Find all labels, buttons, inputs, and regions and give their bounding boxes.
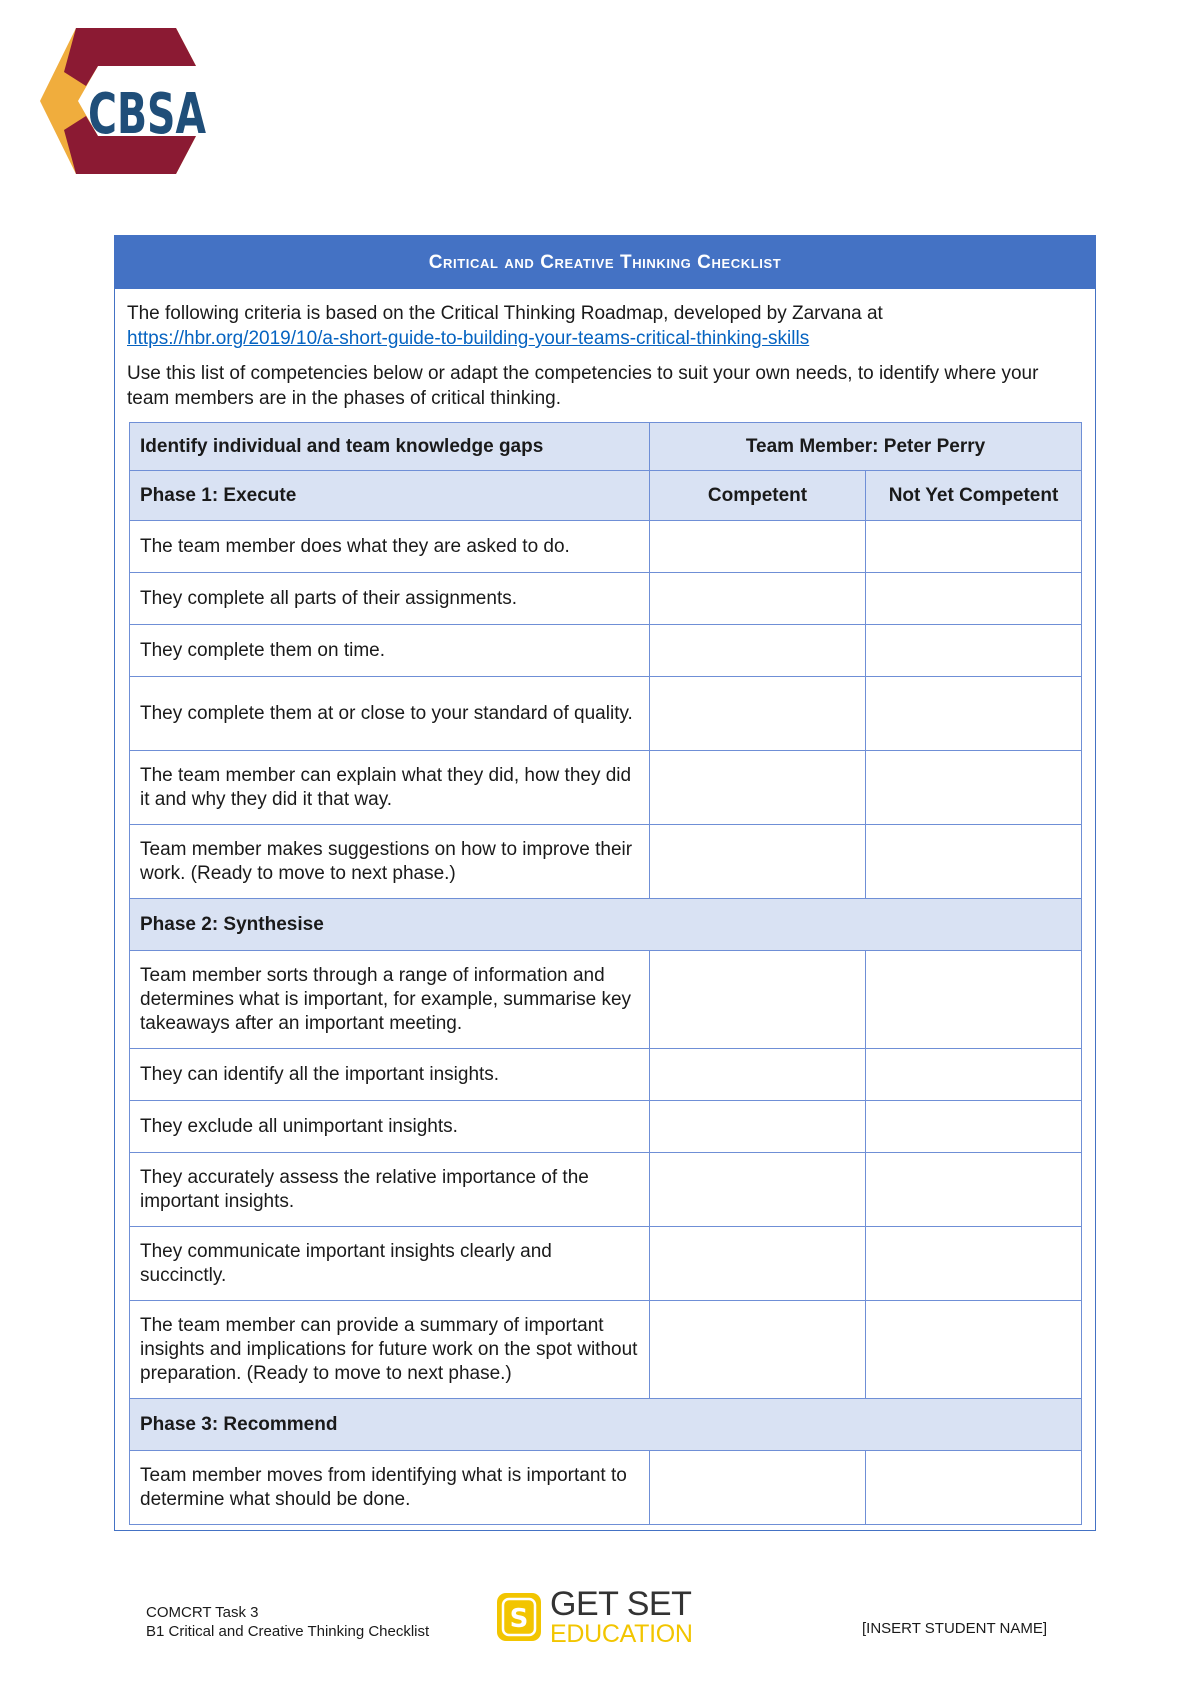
criterion-text: Team member sorts through a range of information and determines what is important, for example, summarise key takeaways after an important meeting. xyxy=(130,951,650,1049)
competent-cell[interactable] xyxy=(650,1049,866,1101)
table-row xyxy=(130,951,1082,1049)
criterion-text: The team member can explain what they did, how they did it and why they did it that way. xyxy=(130,751,650,825)
brand-line-2: EDUCATION xyxy=(550,1620,693,1648)
competent-cell[interactable] xyxy=(650,1153,866,1227)
not-yet-competent-cell[interactable] xyxy=(866,1101,1082,1153)
phase-row xyxy=(130,899,1082,951)
table-row xyxy=(130,1101,1082,1153)
get-set-s-icon xyxy=(496,1592,542,1642)
table-row xyxy=(130,1049,1082,1101)
phase-row xyxy=(130,471,1082,521)
competent-cell[interactable] xyxy=(650,677,866,751)
intro-paragraph-2: Use this list of competencies below or adapt the competencies to suit your own needs, to identify where your team members are in the phases of critical thinking. xyxy=(127,363,1039,409)
criterion-text: Team member makes suggestions on how to improve their work. (Ready to move to next phase.) xyxy=(130,825,650,899)
brand-text xyxy=(550,1587,693,1647)
criterion-text: They complete them at or close to your standard of quality. xyxy=(130,677,650,751)
competency-table xyxy=(129,422,1082,1525)
hbr-link[interactable]: https://hbr.org/2019/10/a-short-guide-to-building-your-teams-critical-thinking-skills xyxy=(127,328,810,349)
criterion-text: They complete them on time. xyxy=(130,625,650,677)
cbsa-logo xyxy=(40,28,212,174)
criterion-text: The team member can provide a summary of important insights and implications for future work on the spot without preparation. (Ready to move to next phase.) xyxy=(130,1301,650,1399)
phase-2-title: Phase 2: Synthesise xyxy=(130,899,1082,951)
table-row xyxy=(130,625,1082,677)
competent-cell[interactable] xyxy=(650,1101,866,1153)
not-yet-competent-cell[interactable] xyxy=(866,1451,1082,1525)
phase-row xyxy=(130,1399,1082,1451)
phase-1-title: Phase 1: Execute xyxy=(130,471,650,521)
footer-doc-title: B1 Critical and Creative Thinking Checklist xyxy=(146,1623,430,1640)
footer-doc-info xyxy=(146,1603,429,1641)
not-yet-competent-cell[interactable] xyxy=(866,625,1082,677)
criterion-text: They accurately assess the relative importance of the important insights. xyxy=(130,1153,650,1227)
not-yet-competent-cell[interactable] xyxy=(866,1049,1082,1101)
table-row xyxy=(130,521,1082,573)
competent-cell[interactable] xyxy=(650,1227,866,1301)
team-member-header: Team Member: Peter Perry xyxy=(650,423,1082,471)
table-row xyxy=(130,1153,1082,1227)
criterion-text: They complete all parts of their assignments. xyxy=(130,573,650,625)
competent-cell[interactable] xyxy=(650,573,866,625)
criterion-text: They can identify all the important insights. xyxy=(130,1049,650,1101)
criterion-text: They exclude all unimportant insights. xyxy=(130,1101,650,1153)
not-yet-competent-cell[interactable] xyxy=(866,1301,1082,1399)
phase-3-title: Phase 3: Recommend xyxy=(130,1399,1082,1451)
intro-text xyxy=(115,289,1095,411)
not-yet-competent-cell[interactable] xyxy=(866,521,1082,573)
get-set-education-logo xyxy=(496,1585,693,1648)
criterion-text: The team member does what they are asked to do. xyxy=(130,521,650,573)
not-yet-competent-cell[interactable] xyxy=(866,677,1082,751)
intro-line-1: The following criteria is based on the Critical Thinking Roadmap, developed by Zarvana at xyxy=(127,303,883,324)
not-yet-competent-cell[interactable] xyxy=(866,1227,1082,1301)
table-row xyxy=(130,751,1082,825)
competent-cell[interactable] xyxy=(650,1301,866,1399)
table-row xyxy=(130,1301,1082,1399)
section-title: Critical and Creative Thinking Checklist xyxy=(428,251,782,273)
table-header-row xyxy=(130,423,1082,471)
competent-cell[interactable] xyxy=(650,825,866,899)
cbsa-logo-text: CBSA xyxy=(88,82,207,147)
table-row xyxy=(130,573,1082,625)
table-row xyxy=(130,825,1082,899)
footer-task: COMCRT Task 3 xyxy=(146,1604,259,1621)
student-name-placeholder: [INSERT STUDENT NAME] xyxy=(862,1620,1048,1637)
not-yet-competent-cell[interactable] xyxy=(866,1153,1082,1227)
competent-cell[interactable] xyxy=(650,751,866,825)
not-yet-competent-header: Not Yet Competent xyxy=(866,471,1082,521)
table-row xyxy=(130,1451,1082,1525)
table-row xyxy=(130,677,1082,751)
not-yet-competent-cell[interactable] xyxy=(866,825,1082,899)
intro-paragraph-1 xyxy=(127,301,1083,351)
competent-cell[interactable] xyxy=(650,1451,866,1525)
criterion-text: Team member moves from identifying what is important to determine what should be done. xyxy=(130,1451,650,1525)
competent-cell[interactable] xyxy=(650,521,866,573)
not-yet-competent-cell[interactable] xyxy=(866,951,1082,1049)
competent-header: Competent xyxy=(650,471,866,521)
not-yet-competent-cell[interactable] xyxy=(866,573,1082,625)
table-row xyxy=(130,1227,1082,1301)
knowledge-gaps-header: Identify individual and team knowledge gaps xyxy=(130,423,650,471)
criterion-text: They communicate important insights clearly and succinctly. xyxy=(130,1227,650,1301)
competent-cell[interactable] xyxy=(650,625,866,677)
competent-cell[interactable] xyxy=(650,951,866,1049)
checklist-frame xyxy=(114,235,1096,1531)
svg-text:S: S xyxy=(509,1604,529,1634)
section-title-bar xyxy=(115,236,1095,289)
not-yet-competent-cell[interactable] xyxy=(866,751,1082,825)
brand-line-1: GET SET xyxy=(550,1585,692,1623)
